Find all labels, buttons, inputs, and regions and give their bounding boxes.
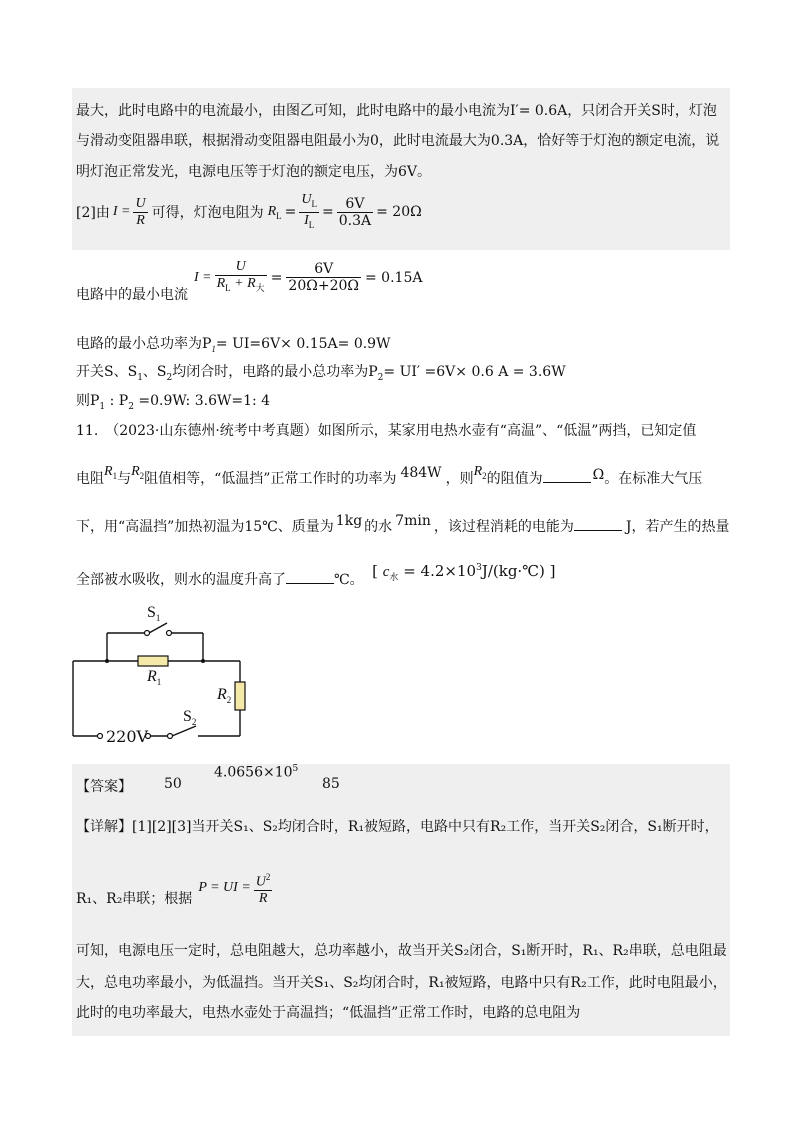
s2-contact-left (168, 734, 173, 739)
step2-eq: = (284, 204, 297, 220)
power-line-2: 开关S、$S_1$、$S_2$均闭合时，电路的最小总功率为$P_2= UI' =6V\times 0.6$ A = 3.6W (76, 364, 566, 383)
q11-line-1: 11. （2023·山东德州·统考中考真题）如图所示，某家用电热水壶有“高温”、“低温”两挡，已知定值 (76, 423, 697, 439)
s1-contact-left (145, 631, 150, 636)
min-current-values: $\frac{6V}{20\Omega+20\Omega}$ (288, 261, 359, 295)
detail-fraction: $\frac{U^2}{R}$ (254, 869, 273, 908)
r1-resistor (138, 656, 168, 666)
min-current-I: I = (194, 269, 212, 285)
min-current-line: 电路中的最小电流 I = $\frac{U}{R_L + R_大}$ = $\frac{6V}{20\Omega+20\Omega}$ = 0.15A (76, 259, 423, 303)
s1-contact-right (167, 631, 172, 636)
para-line-1: 最大，此时电路中的电流最小，由图乙可知，此时电路中的最小电流为I′= 0.6A，只闭合开关S时，灯泡 (76, 103, 717, 119)
step2-ul-il: $\frac{U_L}{I_L}$ (301, 191, 317, 230)
q11-line-2: 电阻$R_1$与$R_2$阻值相等，“低温挡”正常工作时的功率为 484W ，则$R_2$的阻值为 Ω。在标准大气压 (76, 464, 703, 487)
step2-formula-I: I = (112, 204, 131, 219)
min-current-frac: $\frac{U}{R_L + R_大}$ (216, 259, 265, 293)
answer-label: 【答案】 (76, 779, 132, 795)
label-r2: $R_2$ (217, 686, 232, 706)
para-line-2: 与滑动变阻器串联，根据滑动变阻器电阻最小为0，此时电流最大为0.3A，恰好等于灯泡的额定电流，说 (76, 133, 720, 149)
q11-line-3: 下，用“高温挡”加热初温为15℃、质量为 1kg 的水 7min ，该过程消耗的电能为 J，若产生的热量 (76, 513, 730, 535)
step2-values: $\frac{6V}{0.3A}$ (338, 195, 372, 229)
detail-line-3: 可知，电源电压一定时，总电阻越大，总功率越小，故当开关S₂闭合，S₁断开时，R₁、R₂串联，总电阻最 (76, 943, 727, 959)
detail-line-1: 【详解】[1][2][3]当开关S₁、S₂均闭合时，R₁被短路，电路中只有R₂工作，当开关S₂闭合，S₁断开时， (76, 819, 719, 835)
min-current-result: = 0.15A (365, 269, 423, 286)
power-line-1: 电路的最小总功率为$P_1= UI=6V\times 0.15A= 0.9W$ (76, 336, 391, 354)
junction-left (105, 659, 109, 663)
step2-middle: 可得，灯泡电阻为 (151, 205, 264, 221)
q11-line-4: 全部被水吸收，则水的温度升高了 ℃。 [ $c_水$ = $4.2\times 10^3J/(kg\cdot℃)$ ] (76, 562, 556, 588)
label-s2: $S_2$ (183, 708, 197, 728)
c-formula: [ $c_水$ = $4.2\times 10^3J/(kg\cdot℃)$ ] (372, 562, 556, 583)
step2-eq2: = (322, 204, 334, 220)
detail-formula: P = UI = (198, 880, 251, 895)
detail-line-5: 此时的电功率最大，电热水壶处于高温挡；“低温挡”正常工作时，电路的总电阻为 (76, 1005, 581, 1021)
step2-result: = 20Ω (376, 204, 422, 220)
para-line-3: 明灯泡正常发光，电源电压等于灯泡的额定电压，为6V。 (76, 164, 432, 180)
step2-fraction: $\frac{U}{R}$ (135, 195, 146, 228)
junction-right (201, 659, 205, 663)
step2-prefix: [2]由 (76, 205, 110, 221)
detail-line-2: R₁、R₂串联；根据 P = UI = $\frac{U^2}{R}$ (76, 866, 272, 910)
answer-3: 85 (322, 776, 340, 792)
r2-resistor (235, 682, 245, 710)
terminal-left (98, 734, 103, 739)
min-current-label: 电路中的最小电流 (76, 287, 188, 303)
label-r1: $R_1$ (147, 668, 162, 688)
power-ratio: 则$P_1$ : $P_2 =0.9W$: 3.6W=1: 4 (76, 393, 271, 412)
label-voltage: 220V (106, 727, 149, 746)
answer-2: $4.0656\times 10^5$ (214, 764, 299, 781)
detail-line-4: 大，总电功率最小，为低温挡。当开关S₁、S₂均闭合时，R₁被短路，电路中只有R₂工作，此时电阻最小， (76, 975, 727, 991)
step2-rl: $R_L$ (267, 203, 282, 221)
label-s1: $S_1$ (147, 604, 161, 624)
answer-1: 50 (164, 776, 182, 792)
